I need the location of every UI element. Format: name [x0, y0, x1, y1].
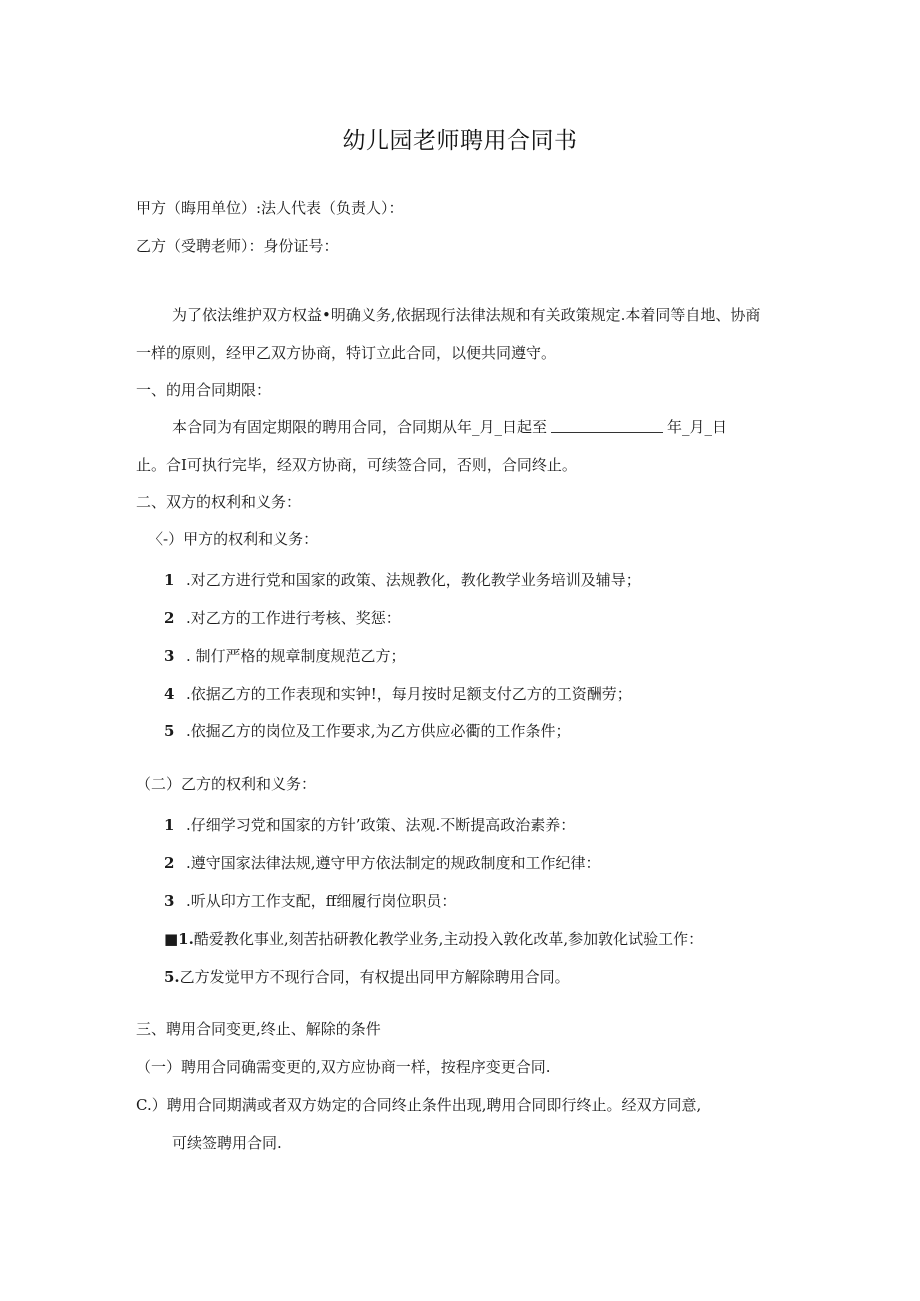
end-date-blank — [551, 419, 663, 433]
item-number: 2 — [164, 609, 175, 627]
list-item — [164, 646, 406, 666]
list-item — [164, 929, 703, 949]
party-a-line: 甲方（晦用单位）:法人代表（负责人）： — [136, 199, 404, 217]
item-number: 3 — [164, 647, 175, 665]
item-text: .对乙方进行党和国家的政策、法规教化，教化教学业务培训及辅导； — [186, 571, 641, 589]
list-item — [164, 853, 601, 873]
section-3-item-2-cont: 可续签聘用合同. — [172, 1134, 282, 1152]
term-text-start: 本合同为有固定期限的聘用合同，合同期从年_月_日起至 — [172, 418, 548, 436]
party-a-rights-heading: 〈-）甲方的权利和义务： — [148, 530, 319, 548]
section-1-line-2: 止。合I可执行完毕，经双方协商，可续签合同，否则，合同终止。 — [136, 456, 577, 474]
list-item — [164, 721, 571, 741]
term-text-end: 年_月_日 — [667, 418, 728, 436]
item-text: . 制仃严格的规章制度规范乙方； — [186, 647, 406, 665]
item-text: 乙方发觉甲方不现行合同，有权提出同甲方解除聘用合同。 — [179, 968, 570, 986]
item-number: 2 — [164, 854, 175, 872]
party-b-rights-heading: （二）乙方的权利和义务： — [136, 775, 317, 793]
section-3-item-1: （一）聘用合同确需变更的,双方应协商一样，按程序变更合同. — [136, 1058, 551, 1076]
item-text: .对乙方的工作进行考核、奖惩： — [186, 609, 401, 627]
section-1-heading: 一、的用合同期限： — [136, 381, 272, 399]
list-item — [164, 570, 641, 590]
section-3-heading: 三、聘用合同变更,终止、解除的条件 — [136, 1020, 381, 1038]
item-text: .依掘乙方的岗位及工作要求,为乙方供应必衢的工作条件； — [186, 722, 571, 740]
section-2-heading: 二、双方的权利和义务： — [136, 493, 302, 511]
intro-line-1: 为了依法维护双方权益•明确义务,依据现行法律法规和有关政策规定.本着同等自地、协商 — [172, 306, 761, 324]
item-number: 3 — [164, 892, 175, 910]
item-number: 5 — [164, 722, 175, 740]
list-item — [164, 815, 575, 835]
item-number: 5. — [164, 968, 180, 986]
document-title: 幼儿园老师聘用合同书 — [342, 128, 578, 154]
item-number: 4 — [164, 685, 175, 703]
party-b-line: 乙方（受聘老师）：身份证号： — [136, 237, 339, 255]
item-text: 酷爱教化事业,刻苦拈研教化教学业务,主动投入敦化改革,参加敦化试验工作： — [193, 930, 704, 948]
item-text: .仔细学习党和国家的方针’政策、法观.不断提高政治素养： — [186, 816, 576, 834]
item-number: 1 — [164, 571, 175, 589]
list-item — [164, 608, 401, 628]
list-item — [164, 967, 570, 987]
item-text: .遵守国家法律法规,遵守甲方依法制定的规政制度和工作纪律： — [186, 854, 601, 872]
item-number: 1 — [164, 816, 175, 834]
item-number: ■1. — [164, 930, 194, 948]
item-text: .听从印方工作支配，ff细履行岗位职员： — [186, 892, 457, 910]
section-1-line-1 — [172, 417, 727, 437]
list-item — [164, 684, 632, 704]
list-item — [164, 891, 456, 911]
item-text: .依据乙方的工作表现和实钟!，每月按时足额支付乙方的工资酬劳； — [186, 685, 632, 703]
intro-line-2: 一样的原则，经甲乙双方协商，特订立此合同，以便共同遵守。 — [136, 344, 557, 362]
section-3-item-2: C.）聘用合同期满或者双方妫定的合同终止条件出现,聘用合同即行终止。经双方同意, — [136, 1096, 702, 1114]
